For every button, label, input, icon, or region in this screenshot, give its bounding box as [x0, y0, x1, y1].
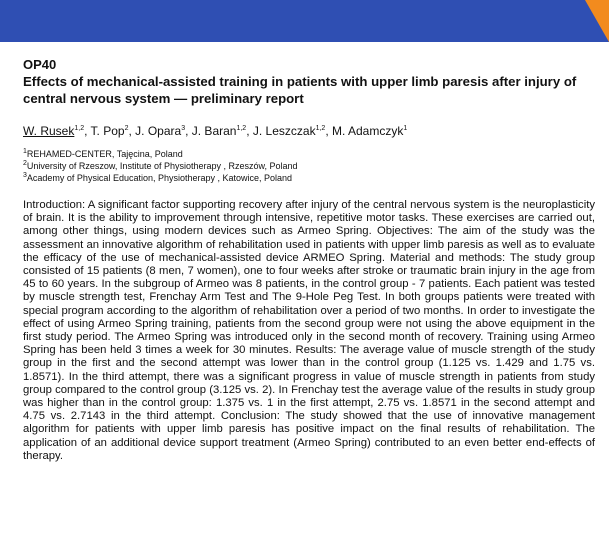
author-separator: , — [128, 124, 136, 138]
author-name: J. Baran — [191, 124, 237, 138]
author — [135, 124, 192, 138]
author-separator: , — [185, 124, 192, 138]
affiliation-list — [23, 148, 595, 184]
author-separator: , — [84, 124, 91, 138]
abstract-code: OP40 — [23, 57, 57, 72]
affiliation — [23, 172, 595, 184]
author — [23, 124, 91, 138]
abstract-body: Introduction: A significant factor supporting recovery after injury of the central nervous system is the neuroplasticity of brain. It is the ability to improvement through intensive, repetitive motor tasks. These exercises are carried out, among other things, using modern devices such as Armeo Spring. Objectives: The aim of the study was the assessment an innovative algorithm of rehabilitation used in patients with upper limb paresis as well as to evaluate the efficacy of the use of mechanical-assisted device ARMEO Spring. Material and methods: The study group consisted of 15 patients (8 men, 7 women), one to four weeks after stroke or traumatic brain injury in the age from 45 to 60 years. In the subgroup of Armeo was 8 patients, in the control group - 7 patients. Each patient was tested by muscle strength test, Frenchay Arm Test and The 9-Hole Peg Test. In both groups patients were treated with special program according to the algorithm of rehabilitation over a period of two months. In order to investigate the effect of using Armeo Spring training, patients from the second group were not using the above equipment in the first study period. The Armeo Spring was introduced only in the second month of recovery. Training using Armeo Spring has been held 3 times a week for 30 minutes. Results: The average value of muscle strength of the study group in the first and the second attempt was lower than in the control group (1.125 vs. 1.429 and 1.75 vs. 1.8571). In the third attempt, there was a significant progress in value of muscle strength in patients from study group compared to the control group (3.125 vs. 2). In Frenchay test the average value of the results in study group was higher than in the control group: 1.375 vs. 1 in the first attempt, 2.75 vs. 1.8571 in the second attempt and 4.75 vs. 2.7143 in the third attempt. Conclusion: The study showed that the use of innovative management algorithm for patients with upper limb paresis has positive impact on the final results of rehabilitation. The application of an additional device support treatment (Armeo Spring) contributed to an even better end-effects of therapy. — [23, 199, 595, 462]
affiliation-text: Academy of Physical Education, Physiotherapy , Katowice, Poland — [26, 173, 293, 183]
author-name: W. Rusek — [23, 124, 75, 138]
author-name: M. Adamczyk — [331, 124, 404, 138]
author-affiliation: 1 — [403, 125, 408, 132]
author-affiliation: 1,2 — [236, 125, 247, 132]
abstract-page — [23, 57, 595, 463]
author-name: T. Pop — [90, 124, 125, 138]
author-separator: , — [246, 124, 253, 138]
author — [253, 124, 332, 138]
affiliation-number: 1 — [23, 148, 27, 155]
author-affiliation: 1,2 — [315, 125, 326, 132]
affiliation-text: University of Rzeszow, Institute of Physiotherapy , Rzeszów, Poland — [26, 161, 298, 171]
author-name: J. Leszczak — [252, 124, 316, 138]
header-bar — [0, 0, 609, 42]
author-affiliation: 2 — [124, 125, 129, 132]
author — [91, 124, 136, 138]
author-affiliation: 3 — [181, 125, 186, 132]
affiliation-number: 2 — [23, 160, 27, 167]
affiliation — [23, 160, 595, 172]
author — [332, 124, 407, 138]
abstract-title: Effects of mechanical-assisted training in patients with upper limb paresis after injury of central nervous system — preliminary report — [23, 74, 577, 106]
author — [192, 124, 253, 138]
author-separator: , — [325, 124, 332, 138]
affiliation-text: REHAMED-CENTER, Tajęcina, Poland — [26, 149, 183, 159]
header-accent — [585, 0, 609, 42]
affiliation-number: 3 — [23, 172, 27, 179]
author-list — [23, 124, 595, 139]
author-name: J. Opara — [135, 124, 182, 138]
affiliation — [23, 148, 595, 160]
author-affiliation: 1,2 — [74, 125, 85, 132]
